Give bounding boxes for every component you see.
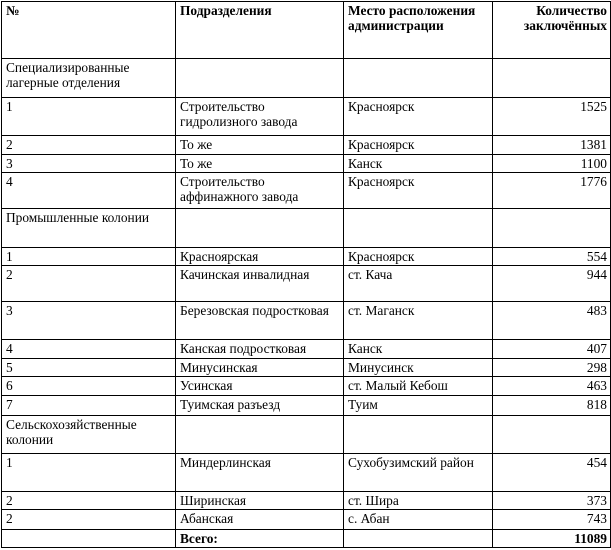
row-number: 2 xyxy=(2,510,176,529)
row-count: 298 xyxy=(493,358,611,376)
row-number: 6 xyxy=(2,377,176,396)
row-division: Красноярская xyxy=(176,248,344,266)
column-header-location: Место расположения администрации xyxy=(344,2,493,59)
row-division: То же xyxy=(176,136,344,154)
row-count: 483 xyxy=(493,301,611,339)
table-row xyxy=(2,358,611,376)
table-row xyxy=(2,492,611,510)
row-location: Канск xyxy=(344,339,493,358)
row-division: Ширинская xyxy=(176,492,344,510)
row-count: 454 xyxy=(493,454,611,492)
section-title: Специализированные лагерные отделения xyxy=(2,59,176,98)
row-division: Канская подростковая xyxy=(176,339,344,358)
row-location: Минусинск xyxy=(344,358,493,376)
empty-cell xyxy=(176,415,344,454)
row-count: 407 xyxy=(493,339,611,358)
empty-cell xyxy=(176,59,344,98)
row-count: 554 xyxy=(493,248,611,266)
empty-cell xyxy=(493,59,611,98)
section-title: Промышленные колонии xyxy=(2,209,176,248)
row-count: 1776 xyxy=(493,172,611,209)
row-number: 1 xyxy=(2,97,176,136)
empty-cell xyxy=(344,415,493,454)
row-count: 743 xyxy=(493,510,611,529)
prisoners-table xyxy=(1,1,611,548)
empty-cell xyxy=(493,209,611,248)
row-location: ст. Малый Кебош xyxy=(344,377,493,396)
row-location: Туим xyxy=(344,396,493,415)
table-row xyxy=(2,301,611,339)
row-number: 3 xyxy=(2,301,176,339)
row-division: Качинская инвалидная xyxy=(176,266,344,302)
column-header-number: № xyxy=(2,2,176,59)
table-row xyxy=(2,154,611,172)
row-number: 4 xyxy=(2,172,176,209)
row-location: Красноярск xyxy=(344,136,493,154)
row-division: Минусинская xyxy=(176,358,344,376)
row-location: с. Абан xyxy=(344,510,493,529)
table-header-row xyxy=(2,2,611,59)
row-count: 944 xyxy=(493,266,611,302)
row-location: Красноярск xyxy=(344,248,493,266)
column-header-count: Количество заключённых xyxy=(493,2,611,59)
table-row xyxy=(2,248,611,266)
row-division: Усинская xyxy=(176,377,344,396)
row-number: 2 xyxy=(2,492,176,510)
row-number: 7 xyxy=(2,396,176,415)
row-number: 3 xyxy=(2,154,176,172)
table-row xyxy=(2,339,611,358)
row-count: 1525 xyxy=(493,97,611,136)
row-division: Строительство гидролизного завода xyxy=(176,97,344,136)
empty-cell xyxy=(2,529,176,547)
table-row xyxy=(2,377,611,396)
section-title: Сельскохозяйственные колонии xyxy=(2,415,176,454)
total-row xyxy=(2,529,611,547)
row-location: Канск xyxy=(344,154,493,172)
row-location: Красноярск xyxy=(344,97,493,136)
total-label: Всего: xyxy=(176,529,344,547)
table-row xyxy=(2,266,611,302)
row-number: 2 xyxy=(2,136,176,154)
row-location: ст. Маганск xyxy=(344,301,493,339)
row-division: Туимская разъезд xyxy=(176,396,344,415)
empty-cell xyxy=(344,209,493,248)
row-count: 373 xyxy=(493,492,611,510)
table-row xyxy=(2,172,611,209)
row-division: Строительство аффинажного завода xyxy=(176,172,344,209)
table-row xyxy=(2,510,611,529)
empty-cell xyxy=(344,59,493,98)
table-row xyxy=(2,97,611,136)
table-row xyxy=(2,396,611,415)
row-division: То же xyxy=(176,154,344,172)
empty-cell xyxy=(176,209,344,248)
row-location: ст. Шира xyxy=(344,492,493,510)
row-location: Сухобузимский район xyxy=(344,454,493,492)
column-header-division: Подразделения xyxy=(176,2,344,59)
row-count: 463 xyxy=(493,377,611,396)
row-number: 5 xyxy=(2,358,176,376)
row-location: Красноярск xyxy=(344,172,493,209)
row-division: Миндерлинская xyxy=(176,454,344,492)
empty-cell xyxy=(493,415,611,454)
row-number: 1 xyxy=(2,248,176,266)
row-number: 2 xyxy=(2,266,176,302)
row-location: ст. Кача xyxy=(344,266,493,302)
section-row xyxy=(2,415,611,454)
section-row xyxy=(2,209,611,248)
row-division: Абанская xyxy=(176,510,344,529)
row-count: 818 xyxy=(493,396,611,415)
section-row xyxy=(2,59,611,98)
row-division: Березовская подростковая xyxy=(176,301,344,339)
table-row xyxy=(2,454,611,492)
row-count: 1100 xyxy=(493,154,611,172)
empty-cell xyxy=(344,529,493,547)
row-count: 1381 xyxy=(493,136,611,154)
table-row xyxy=(2,136,611,154)
row-number: 4 xyxy=(2,339,176,358)
total-value: 11089 xyxy=(493,529,611,547)
table-body xyxy=(2,59,611,548)
row-number: 1 xyxy=(2,454,176,492)
